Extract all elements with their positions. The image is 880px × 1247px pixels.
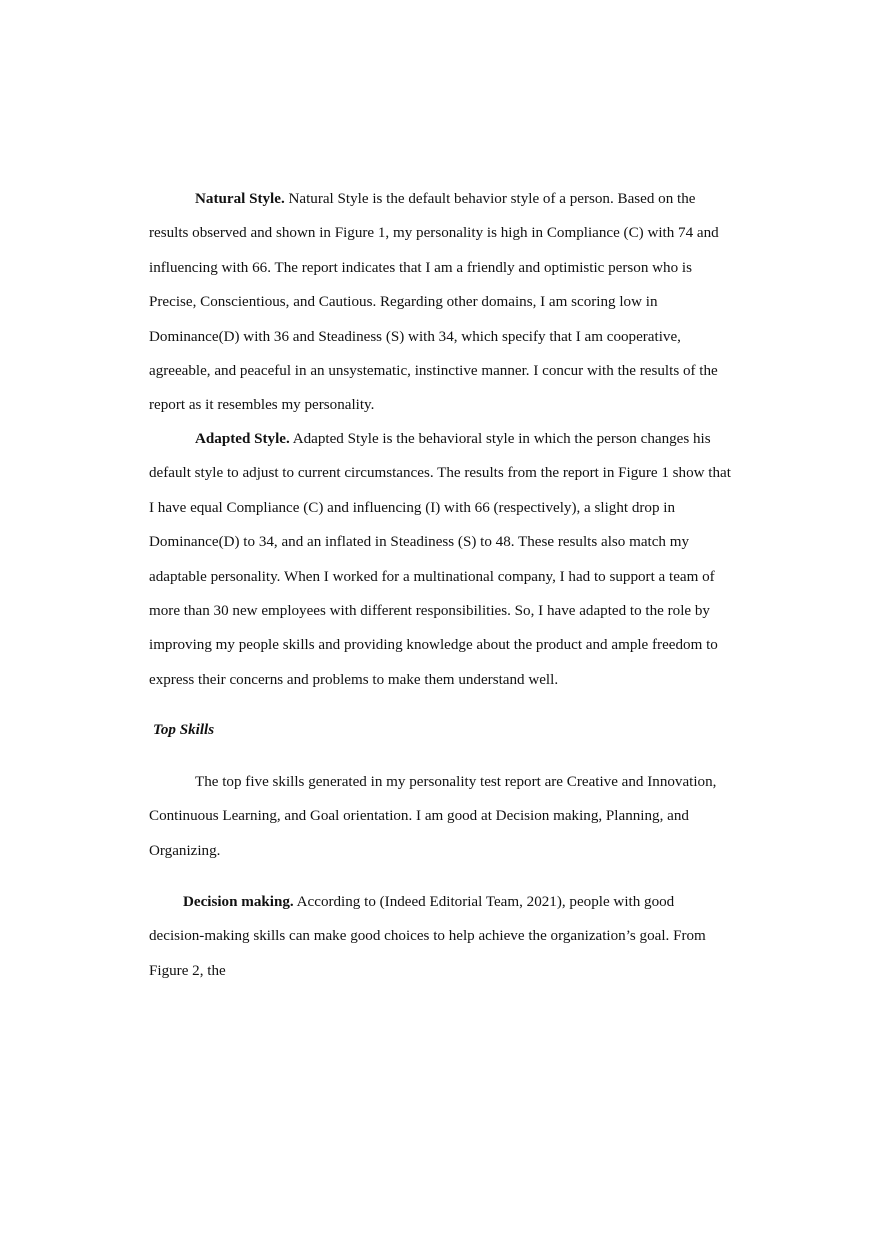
adapted-style-text: Adapted Style is the behavioral style in which the person changes his default style to adjust to current circumstances. The results from the report in Figure 1 show that I have equal Compliance (C) and influencing (I) with 66 (respectively), a slight drop in Dominance(D) to 34, and an inflated in Steadiness (S) to 48. These results also match my adaptable personality. When I worked for a multinational company, I had to support a team of more than 30 new employees with different responsibilities. So, I have adapted to the role by improving my people skills and providing knowledge about the product and ample freedom to express their concerns and problems to make them understand well. — [149, 431, 731, 688]
top-skills-paragraph: The top five skills generated in my personality test report are Creative and Innovation, Continuous Learning, and Goal orientation. I am good at Decision making, Planning, and Organizing. — [149, 774, 717, 859]
decision-making-text: According to (Indeed Editorial Team, 2021), people with good decision-making skills can make good choices to help achieve the organization’s goal. From Figure 2, the — [149, 894, 706, 979]
decision-making-lead: Decision making. — [183, 894, 294, 910]
adapted-style-lead: Adapted Style. — [195, 431, 290, 447]
top-skills-heading: Top Skills — [153, 722, 215, 738]
natural-style-text: Natural Style is the default behavior style of a person. Based on the results observed and shown in Figure 1, my personality is high in Compliance (C) with 74 and influencing with 66. The report indicates that I am a friendly and optimistic person who is Precise, Conscientious, and Cautious. Regarding other domains, I am scoring low in Dominance(D) with 36 and Steadiness (S) with 34, which specify that I am cooperative, agreeable, and peaceful in an unsystematic, instinctive manner. I concur with the results of the report as it resembles my personality. — [149, 191, 719, 414]
natural-style-lead: Natural Style. — [195, 191, 285, 207]
decision-making-paragraph — [149, 885, 733, 988]
adapted-style-paragraph — [149, 422, 733, 697]
natural-style-paragraph — [149, 182, 733, 423]
